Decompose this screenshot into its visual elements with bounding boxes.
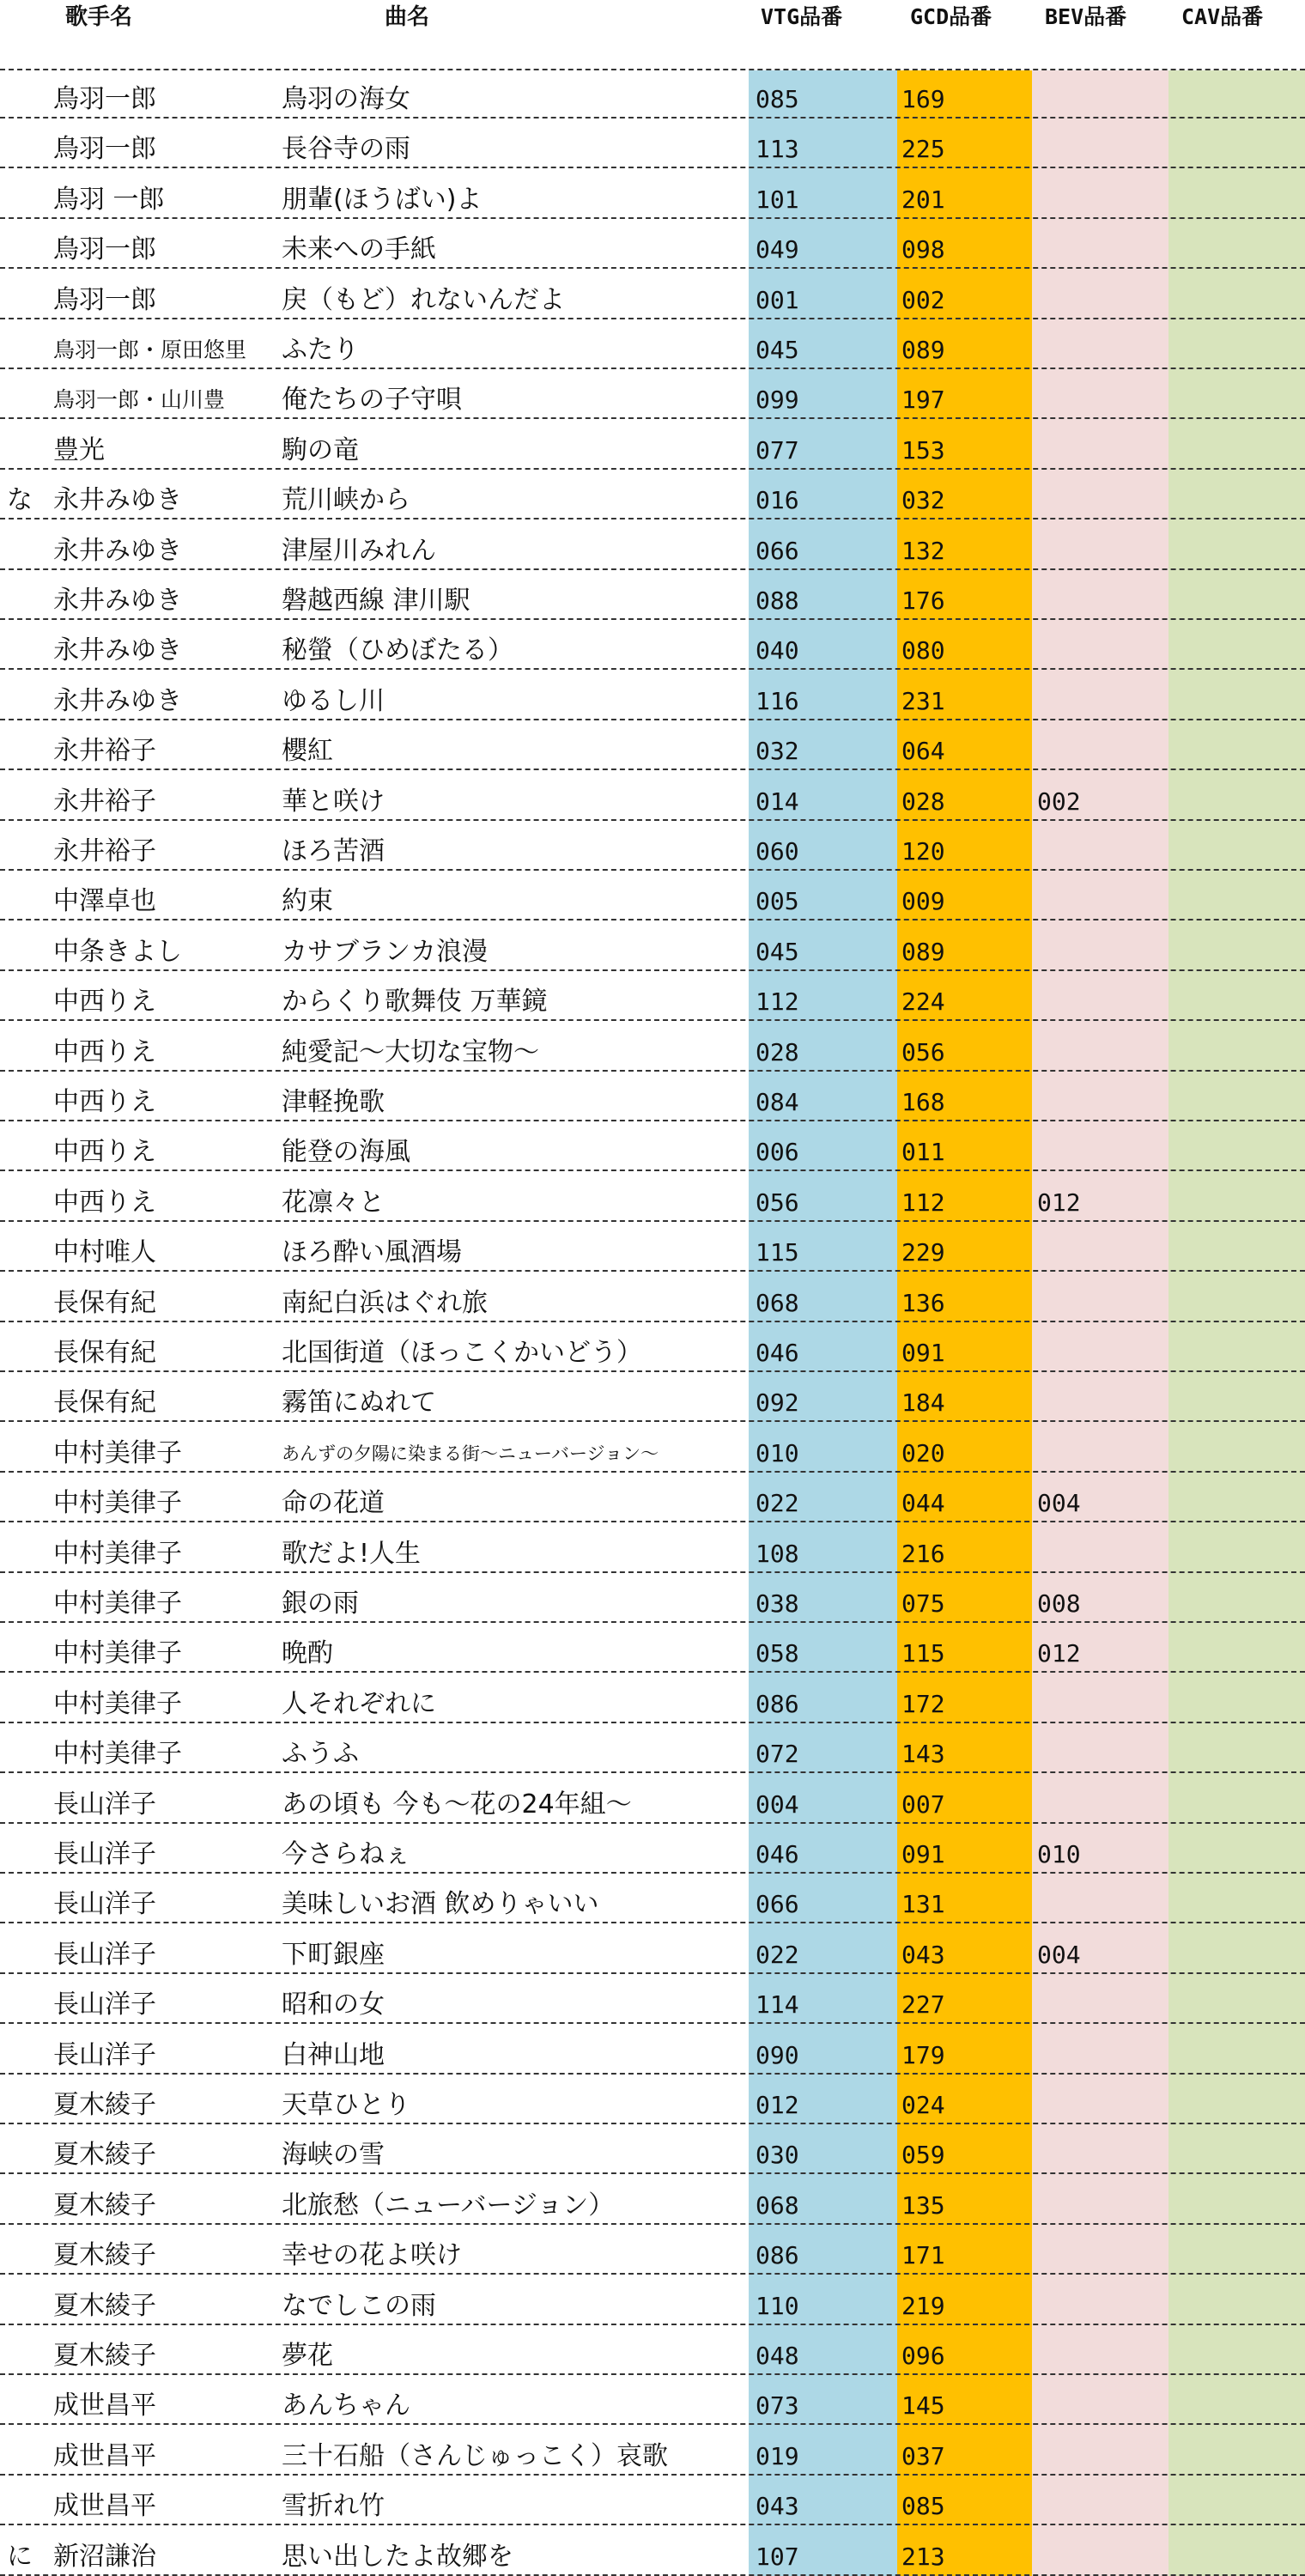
table-row bbox=[0, 2075, 1305, 2124]
song-cell: 北旅愁（ニューバージョン） bbox=[282, 2190, 615, 2221]
artist-cell: 中西りえ bbox=[53, 1137, 156, 1168]
song-cell: 秘螢（ひめぼたる） bbox=[282, 635, 513, 666]
table-row bbox=[0, 420, 1305, 470]
gcd-cell: 172 bbox=[901, 1689, 945, 1718]
artist-cell: 長山洋子 bbox=[53, 1839, 156, 1869]
vtg-cell: 046 bbox=[756, 1339, 799, 1367]
song-cell: ほろ苦酒 bbox=[282, 836, 385, 866]
table-row bbox=[0, 319, 1305, 369]
song-cell: 海峡の雪 bbox=[282, 2140, 385, 2171]
table-row bbox=[0, 219, 1305, 269]
vtg-cell: 116 bbox=[756, 686, 799, 715]
vtg-cell: 115 bbox=[756, 1238, 799, 1267]
table-row bbox=[0, 1022, 1305, 1072]
table-row bbox=[0, 2275, 1305, 2325]
gcd-cell: 028 bbox=[901, 787, 945, 816]
header-cav: CAV品番 bbox=[1181, 4, 1264, 29]
gcd-cell: 143 bbox=[901, 1740, 945, 1769]
artist-cell: 成世昌平 bbox=[53, 2391, 156, 2421]
table-row bbox=[0, 1623, 1305, 1673]
artist-cell: 鳥羽一郎 bbox=[53, 84, 156, 114]
artist-cell: 永井裕子 bbox=[53, 736, 156, 767]
gcd-cell: 145 bbox=[901, 2391, 945, 2421]
vtg-cell: 058 bbox=[756, 1639, 799, 1668]
gcd-cell: 085 bbox=[901, 2492, 945, 2521]
gcd-cell: 009 bbox=[901, 887, 945, 916]
song-cell: 俺たちの子守唄 bbox=[282, 385, 462, 416]
artist-cell: 豊光 bbox=[53, 434, 105, 465]
gcd-cell: 002 bbox=[901, 285, 945, 314]
vtg-cell: 004 bbox=[756, 1789, 799, 1819]
gcd-cell: 168 bbox=[901, 1088, 945, 1116]
bev-cell: 010 bbox=[1037, 1840, 1081, 1868]
song-cell: カサブランカ浪漫 bbox=[282, 936, 488, 967]
artist-cell: 長山洋子 bbox=[53, 1939, 156, 1970]
artist-cell: 鳥羽一郎・山川豊 bbox=[53, 387, 226, 413]
artist-cell: 長山洋子 bbox=[53, 1889, 156, 1920]
table-row bbox=[0, 1924, 1305, 1974]
song-cell: ほろ酔い風酒場 bbox=[282, 1237, 462, 1268]
gcd-cell: 115 bbox=[901, 1639, 945, 1668]
song-cell: あんずの夕陽に染まる街～ニューバージョン～ bbox=[282, 1443, 659, 1464]
vtg-cell: 032 bbox=[756, 737, 799, 766]
song-cell: 晩酌 bbox=[282, 1638, 333, 1669]
table-row bbox=[0, 620, 1305, 670]
song-cell: ゆるし川 bbox=[282, 685, 385, 716]
gcd-cell: 043 bbox=[901, 1940, 945, 1969]
table-row bbox=[0, 1774, 1305, 1824]
artist-cell: 新沼謙治 bbox=[53, 2541, 156, 2572]
vtg-cell: 022 bbox=[756, 1940, 799, 1969]
artist-cell: 中西りえ bbox=[53, 987, 156, 1018]
bev-cell: 012 bbox=[1037, 1188, 1081, 1217]
vtg-cell: 085 bbox=[756, 85, 799, 113]
gcd-cell: 032 bbox=[901, 486, 945, 515]
artist-cell: 中村美律子 bbox=[53, 1488, 182, 1519]
vtg-cell: 022 bbox=[756, 1489, 799, 1518]
gcd-cell: 075 bbox=[901, 1589, 945, 1618]
artist-cell: 夏木綾子 bbox=[53, 2240, 156, 2271]
gcd-cell: 080 bbox=[901, 636, 945, 665]
artist-cell: 夏木綾子 bbox=[53, 2090, 156, 2120]
table-row bbox=[0, 771, 1305, 821]
artist-cell: 長保有紀 bbox=[53, 1388, 156, 1419]
vtg-cell: 005 bbox=[756, 887, 799, 916]
gcd-cell: 179 bbox=[901, 2040, 945, 2069]
vtg-cell: 099 bbox=[756, 386, 799, 415]
vtg-cell: 056 bbox=[756, 1188, 799, 1217]
table-row bbox=[0, 570, 1305, 620]
song-cell: 歌だよ!人生 bbox=[282, 1538, 422, 1569]
bev-cell: 004 bbox=[1037, 1940, 1081, 1969]
vtg-cell: 010 bbox=[756, 1438, 799, 1467]
song-cell: なでしこの雨 bbox=[282, 2290, 436, 2321]
table-row bbox=[0, 720, 1305, 770]
gcd-cell: 091 bbox=[901, 1339, 945, 1367]
song-cell: 朋輩(ほうばい)よ bbox=[282, 184, 483, 215]
table-row bbox=[0, 169, 1305, 219]
header-artist: 歌手名 bbox=[65, 4, 133, 30]
table-row bbox=[0, 1322, 1305, 1372]
table-row bbox=[0, 118, 1305, 168]
song-cell: 津屋川みれん bbox=[282, 535, 436, 566]
table-row bbox=[0, 2526, 1305, 2576]
vtg-cell: 101 bbox=[756, 185, 799, 214]
table-row bbox=[0, 470, 1305, 519]
gcd-cell: 153 bbox=[901, 435, 945, 465]
song-cell: 白神山地 bbox=[282, 2039, 385, 2070]
song-cell: 幸せの花よ咲け bbox=[282, 2240, 462, 2271]
table-row bbox=[0, 1172, 1305, 1222]
bev-cell: 012 bbox=[1037, 1639, 1081, 1668]
song-cell: 未来への手紙 bbox=[282, 234, 436, 265]
vtg-cell: 107 bbox=[756, 2542, 799, 2571]
gcd-cell: 059 bbox=[901, 2141, 945, 2170]
vtg-cell: 012 bbox=[756, 2091, 799, 2119]
artist-cell: 中村美律子 bbox=[53, 1638, 182, 1669]
artist-cell: 永井みゆき bbox=[53, 685, 182, 716]
song-cell: 思い出したよ故郷を bbox=[282, 2541, 513, 2572]
vtg-cell: 016 bbox=[756, 486, 799, 515]
gcd-cell: 184 bbox=[901, 1388, 945, 1418]
vtg-cell: 045 bbox=[756, 937, 799, 966]
header-gcd: GCD品番 bbox=[910, 4, 992, 29]
gcd-cell: 064 bbox=[901, 737, 945, 766]
table-row bbox=[0, 2225, 1305, 2275]
vtg-cell: 086 bbox=[756, 1689, 799, 1718]
song-cell: 命の花道 bbox=[282, 1488, 385, 1519]
song-cell: 雪折れ竹 bbox=[282, 2491, 385, 2522]
table-row bbox=[0, 2375, 1305, 2425]
vtg-cell: 019 bbox=[756, 2441, 799, 2470]
artist-cell: 夏木綾子 bbox=[53, 2190, 156, 2221]
song-cell: 能登の海風 bbox=[282, 1137, 410, 1168]
vtg-cell: 001 bbox=[756, 285, 799, 314]
artist-cell: 中村唯人 bbox=[53, 1237, 156, 1268]
gcd-cell: 216 bbox=[901, 1539, 945, 1568]
artist-cell: 中村美律子 bbox=[53, 1437, 182, 1468]
artist-cell: 永井みゆき bbox=[53, 635, 182, 666]
table-row bbox=[0, 1273, 1305, 1322]
header-bev: BEV品番 bbox=[1045, 4, 1127, 29]
bev-cell: 008 bbox=[1037, 1589, 1081, 1618]
song-cell: 昭和の女 bbox=[282, 1990, 385, 2020]
table-row bbox=[0, 1723, 1305, 1773]
artist-cell: 中西りえ bbox=[53, 1036, 156, 1067]
table-row bbox=[0, 369, 1305, 419]
table-row bbox=[0, 2325, 1305, 2375]
gcd-cell: 132 bbox=[901, 536, 945, 565]
table-row bbox=[0, 921, 1305, 971]
song-cell: 人それぞれに bbox=[282, 1688, 436, 1719]
song-cell: からくり歌舞伎 万華鏡 bbox=[282, 987, 548, 1018]
artist-cell: 中澤卓也 bbox=[53, 886, 156, 917]
gcd-cell: 135 bbox=[901, 2190, 945, 2220]
vtg-cell: 077 bbox=[756, 435, 799, 465]
gcd-cell: 227 bbox=[901, 1990, 945, 2020]
table-row bbox=[0, 1874, 1305, 1923]
table-row bbox=[0, 520, 1305, 570]
gcd-cell: 011 bbox=[901, 1138, 945, 1167]
gcd-cell: 089 bbox=[901, 937, 945, 966]
artist-cell: 永井裕子 bbox=[53, 836, 156, 866]
song-cell: 戻（もど）れないんだよ bbox=[282, 284, 565, 315]
vtg-cell: 112 bbox=[756, 987, 799, 1017]
artist-cell: 成世昌平 bbox=[53, 2491, 156, 2522]
vtg-cell: 048 bbox=[756, 2342, 799, 2370]
table-row bbox=[0, 2025, 1305, 2075]
vtg-cell: 073 bbox=[756, 2391, 799, 2421]
header-vtg: VTG品番 bbox=[761, 4, 843, 29]
song-cell: 三十石船（さんじゅっこく）哀歌 bbox=[282, 2440, 668, 2471]
artist-cell: 長保有紀 bbox=[53, 1287, 156, 1318]
header-song: 曲名 bbox=[385, 4, 430, 30]
table-row bbox=[0, 1423, 1305, 1473]
vtg-cell: 092 bbox=[756, 1388, 799, 1418]
gcd-cell: 169 bbox=[901, 85, 945, 113]
artist-cell: 中村美律子 bbox=[53, 1538, 182, 1569]
vtg-cell: 072 bbox=[756, 1740, 799, 1769]
gcd-cell: 089 bbox=[901, 336, 945, 364]
song-cell: 駒の竜 bbox=[282, 434, 359, 465]
gcd-cell: 176 bbox=[901, 586, 945, 615]
song-cell: ふたり bbox=[282, 335, 359, 365]
artist-cell: 夏木綾子 bbox=[53, 2140, 156, 2171]
artist-cell: 中条きよし bbox=[53, 936, 182, 967]
vtg-cell: 049 bbox=[756, 235, 799, 264]
vtg-cell: 068 bbox=[756, 2190, 799, 2220]
song-cell: 荒川峡から bbox=[282, 485, 410, 516]
vtg-cell: 043 bbox=[756, 2492, 799, 2521]
gcd-cell: 136 bbox=[901, 1288, 945, 1317]
artist-cell: 夏木綾子 bbox=[53, 2290, 156, 2321]
table-row bbox=[0, 1573, 1305, 1623]
table-row bbox=[0, 1372, 1305, 1422]
vtg-cell: 014 bbox=[756, 787, 799, 816]
artist-cell: 鳥羽一郎・原田悠里 bbox=[53, 337, 247, 362]
song-cell: 磐越西線 津川駅 bbox=[282, 586, 470, 616]
vtg-cell: 030 bbox=[756, 2141, 799, 2170]
vtg-cell: 006 bbox=[756, 1138, 799, 1167]
vtg-cell: 108 bbox=[756, 1539, 799, 1568]
gcd-cell: 120 bbox=[901, 837, 945, 866]
gcd-cell: 044 bbox=[901, 1489, 945, 1518]
table-row bbox=[0, 1974, 1305, 2024]
artist-cell: 中村美律子 bbox=[53, 1739, 182, 1770]
artist-cell: 永井みゆき bbox=[53, 586, 182, 616]
gcd-cell: 229 bbox=[901, 1238, 945, 1267]
gcd-cell: 219 bbox=[901, 2291, 945, 2320]
song-cell: 北国街道（ほっこくかいどう） bbox=[282, 1338, 642, 1368]
artist-cell: 永井みゆき bbox=[53, 485, 182, 516]
artist-cell: 長山洋子 bbox=[53, 2039, 156, 2070]
gcd-cell: 024 bbox=[901, 2091, 945, 2119]
vtg-cell: 066 bbox=[756, 1890, 799, 1919]
artist-cell: 鳥羽一郎 bbox=[53, 134, 156, 165]
vtg-cell: 110 bbox=[756, 2291, 799, 2320]
song-cell: 天草ひとり bbox=[282, 2090, 410, 2120]
table-row bbox=[0, 2175, 1305, 2225]
gcd-cell: 131 bbox=[901, 1890, 945, 1919]
gcd-cell: 056 bbox=[901, 1037, 945, 1066]
bev-cell: 004 bbox=[1037, 1489, 1081, 1518]
song-cell: 櫻紅 bbox=[282, 736, 333, 767]
artist-cell: 鳥羽一郎 bbox=[53, 284, 156, 315]
table-row bbox=[0, 2426, 1305, 2476]
artist-cell: 鳥羽 一郎 bbox=[53, 184, 165, 215]
song-cell: 下町銀座 bbox=[282, 1939, 385, 1970]
artist-cell: 鳥羽一郎 bbox=[53, 234, 156, 265]
gcd-cell: 197 bbox=[901, 386, 945, 415]
song-cell: 約束 bbox=[282, 886, 333, 917]
artist-cell: 長保有紀 bbox=[53, 1338, 156, 1368]
artist-cell: 永井みゆき bbox=[53, 535, 182, 566]
gcd-cell: 020 bbox=[901, 1438, 945, 1467]
artist-cell: 成世昌平 bbox=[53, 2440, 156, 2471]
gcd-cell: 098 bbox=[901, 235, 945, 264]
gcd-cell: 096 bbox=[901, 2342, 945, 2370]
artist-cell: 永井裕子 bbox=[53, 786, 156, 817]
artist-cell: 夏木綾子 bbox=[53, 2341, 156, 2371]
vtg-cell: 084 bbox=[756, 1088, 799, 1116]
vtg-cell: 040 bbox=[756, 636, 799, 665]
artist-cell: 長山洋子 bbox=[53, 1789, 156, 1820]
vtg-cell: 090 bbox=[756, 2040, 799, 2069]
table-row bbox=[0, 2476, 1305, 2525]
table-row bbox=[0, 1222, 1305, 1272]
gcd-cell: 037 bbox=[901, 2441, 945, 2470]
table-row bbox=[0, 1674, 1305, 1723]
vtg-cell: 088 bbox=[756, 586, 799, 615]
index-kana: に bbox=[7, 2541, 33, 2572]
song-cell: 今さらねぇ bbox=[282, 1839, 410, 1869]
artist-cell: 中西りえ bbox=[53, 1087, 156, 1117]
song-cell: 美味しいお酒 飲めりゃいい bbox=[282, 1889, 599, 1920]
gcd-cell: 171 bbox=[901, 2241, 945, 2270]
song-cell: 南紀白浜はぐれ旅 bbox=[282, 1287, 488, 1318]
song-cell: 純愛記～大切な宝物～ bbox=[282, 1036, 539, 1067]
vtg-cell: 045 bbox=[756, 336, 799, 364]
song-cell: あの頃も 今も～花の24年組～ bbox=[282, 1789, 632, 1820]
artist-cell: 中西りえ bbox=[53, 1187, 156, 1218]
vtg-cell: 060 bbox=[756, 837, 799, 866]
vtg-cell: 038 bbox=[756, 1589, 799, 1618]
song-cell: 夢花 bbox=[282, 2341, 333, 2371]
table-row bbox=[0, 871, 1305, 920]
gcd-cell: 213 bbox=[901, 2542, 945, 2571]
gcd-cell: 112 bbox=[901, 1188, 945, 1217]
vtg-cell: 066 bbox=[756, 536, 799, 565]
vtg-cell: 114 bbox=[756, 1990, 799, 2020]
table-row bbox=[0, 671, 1305, 720]
artist-cell: 長山洋子 bbox=[53, 1990, 156, 2020]
table-row bbox=[0, 1121, 1305, 1171]
table-row bbox=[0, 1072, 1305, 1121]
song-cell: 霧笛にぬれて bbox=[282, 1388, 436, 1419]
song-cell: 津軽挽歌 bbox=[282, 1087, 385, 1117]
table-row bbox=[0, 1824, 1305, 1874]
gcd-cell: 231 bbox=[901, 686, 945, 715]
song-cell: ふうふ bbox=[282, 1739, 359, 1770]
vtg-cell: 028 bbox=[756, 1037, 799, 1066]
song-cell: 花凛々と bbox=[282, 1187, 385, 1218]
gcd-cell: 091 bbox=[901, 1840, 945, 1868]
artist-cell: 中村美律子 bbox=[53, 1688, 182, 1719]
bev-cell: 002 bbox=[1037, 787, 1081, 816]
gcd-cell: 007 bbox=[901, 1789, 945, 1819]
song-cell: 銀の雨 bbox=[282, 1589, 359, 1619]
vtg-cell: 046 bbox=[756, 1840, 799, 1868]
vtg-cell: 068 bbox=[756, 1288, 799, 1317]
table-row bbox=[0, 821, 1305, 871]
song-cell: あんちゃん bbox=[282, 2391, 410, 2421]
table-row bbox=[0, 2124, 1305, 2174]
table-row bbox=[0, 1523, 1305, 1573]
gcd-cell: 225 bbox=[901, 135, 945, 164]
artist-cell: 中村美律子 bbox=[53, 1589, 182, 1619]
table-row bbox=[0, 69, 1305, 118]
song-cell: 華と咲け bbox=[282, 786, 385, 817]
song-cell: 長谷寺の雨 bbox=[282, 134, 410, 165]
table-row bbox=[0, 1473, 1305, 1522]
vtg-cell: 113 bbox=[756, 135, 799, 164]
gcd-cell: 224 bbox=[901, 987, 945, 1017]
gcd-cell: 201 bbox=[901, 185, 945, 214]
song-cell: 鳥羽の海女 bbox=[282, 84, 410, 114]
table-row bbox=[0, 270, 1305, 319]
index-kana: な bbox=[7, 485, 33, 516]
table-header bbox=[0, 0, 1305, 70]
table-row bbox=[0, 971, 1305, 1021]
vtg-cell: 086 bbox=[756, 2241, 799, 2270]
